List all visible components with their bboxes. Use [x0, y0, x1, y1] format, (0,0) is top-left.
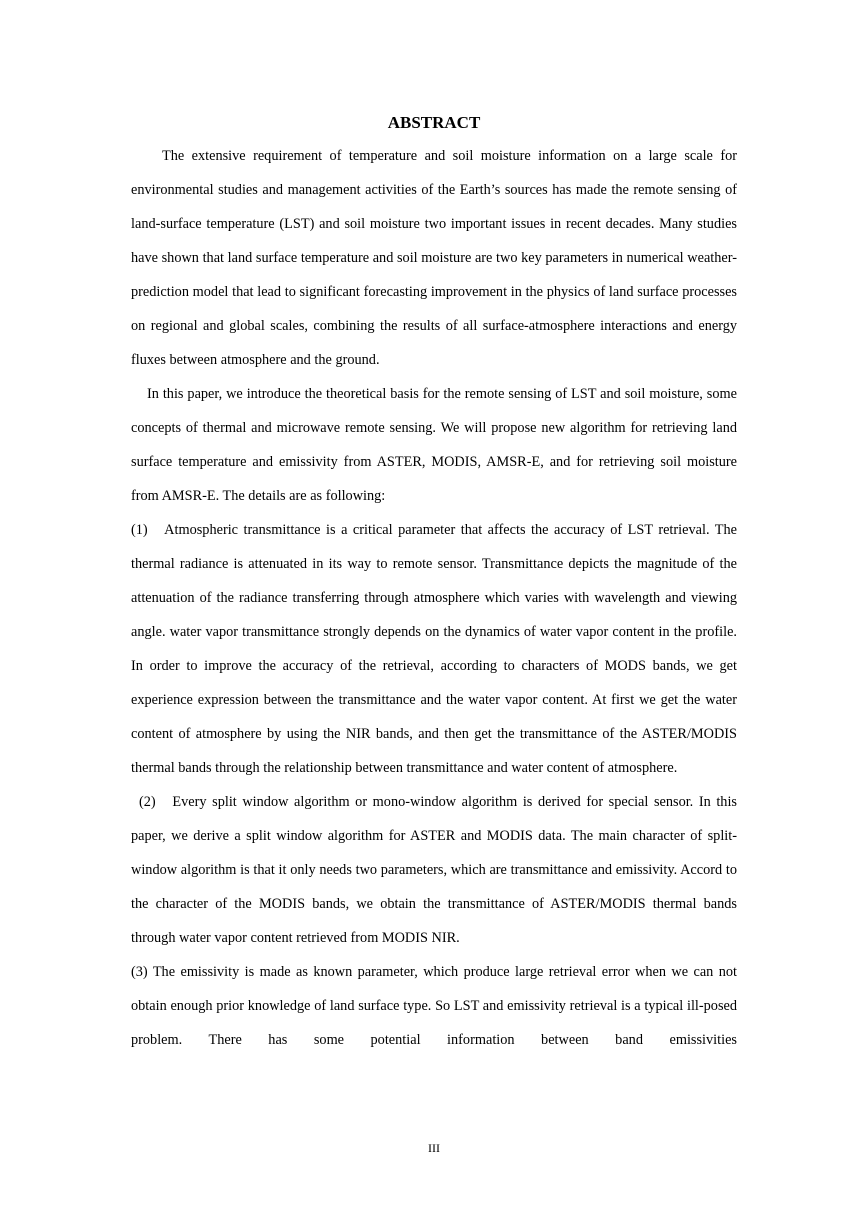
paragraph-item-3: (3) The emissivity is made as known parameter, which produce large retrieval error when we can not obtain enough prior knowledge of land surface type. So LST and emissivity retrieval is a typical ill-posed problem. There has some potential information between band emissivities — [131, 964, 737, 1048]
abstract-body — [131, 139, 737, 1057]
abstract-title: ABSTRACT — [387, 113, 481, 132]
paragraph-item-1: (1) Atmospheric transmittance is a critical parameter that affects the accuracy of LST retrieval. The thermal radiance is attenuated in its way to remote sensor. Transmittance depicts the magnitude of the attenuation of the radiance transferring through atmosphere which varies with wavelength and viewing angle. water vapor transmittance strongly depends on the dynamics of water vapor content in the profile. In order to improve the accuracy of the retrieval, according to characters of MODS bands, we get experience expression between the transmittance and the water vapor content. At first we get the water content of atmosphere by using the NIR bands, and then get the transmittance of the ASTER/MODIS thermal bands through the relationship between transmittance and water content of atmosphere. — [131, 522, 737, 776]
paragraph-item-2: (2) Every split window algorithm or mono-window algorithm is derived for special sensor. In this paper, we derive a split window algorithm for ASTER and MODIS data. The main character of split-window algorithm is that it only needs two parameters, which are transmittance and emissivity. Accord to the character of the MODIS bands, we obtain the transmittance of ASTER/MODIS thermal bands through water vapor content retrieved from MODIS NIR. — [131, 794, 737, 946]
page-number: III — [428, 1141, 440, 1155]
paragraph-introduction: The extensive requirement of temperature and soil moisture information on a large scale for environmental studies and management activities of the Earth’s sources has made the remote sensing of land-surface temperature (LST) and soil moisture two important issues in recent decades. Many studies have shown that land surface temperature and soil moisture are two key parameters in numerical weather-prediction model that lead to significant forecasting improvement in the physics of land surface processes on regional and global scales, combining the results of all surface-atmosphere interactions and energy fluxes between atmosphere and the ground. — [131, 148, 737, 368]
paragraph-paper-overview: In this paper, we introduce the theoretical basis for the remote sensing of LST and soil moisture, some concepts of thermal and microwave remote sensing. We will propose new algorithm for retrieving land surface temperature and emissivity from ASTER, MODIS, AMSR-E, and for retrieving soil moisture from AMSR-E. The details are as following: — [131, 386, 737, 504]
